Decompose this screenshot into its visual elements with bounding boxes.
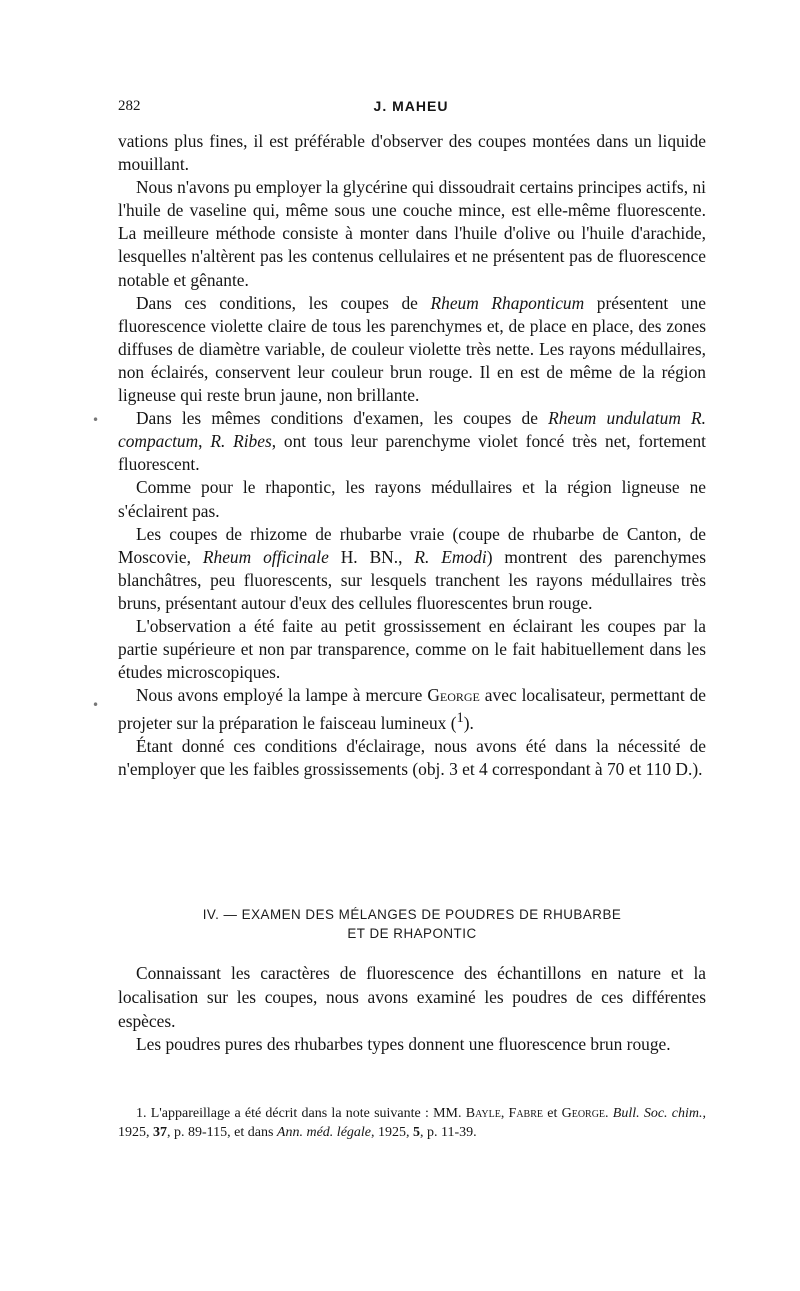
text-span: présentent une fluorescence violette claire de tous les parenchymes et, de place en place, des zones diffuses de diamètre variable, de couleur violette très nette. Les rayons médullaires, non éclairés, conservent leur couleur brun rouge. Il en est de même de la région ligneuse qui reste brun jaune, non brillante.: [118, 292, 706, 406]
text-span: avec localisateur, permettant de projeter sur la préparation le faisceau lumineux (: [118, 685, 706, 734]
volume-number: 37: [153, 1125, 167, 1140]
section-heading-line-2: ET DE RHAPONTIC: [347, 926, 477, 941]
species-name: Rheum officinale: [202, 546, 329, 567]
text-span: , ont tous leur parenchyme violet foncé très net, fortement fluorescent.: [118, 431, 706, 475]
running-head: J. MAHEU: [373, 98, 449, 114]
species-name: Rheum undulatum R. compactum: [118, 408, 706, 452]
margin-speck: •: [92, 698, 100, 712]
text-span: , 1925,: [371, 1125, 414, 1140]
text-span: , p. 11-39.: [420, 1125, 477, 1140]
author-name: Bayle, Fabre: [465, 1106, 544, 1121]
footnote-ref: 1: [456, 710, 464, 727]
paragraph-2: Nous n'avons pu employer la glycérine qui dissoudrait certains principes actifs, ni l'huile de vaseline qui, même sous une couche mince, est elle-même fluorescente. La meilleure méthode consiste à monter dans l'huile d'olive ou l'huile d'arachide, lesquelles n'altèrent pas les contenus cellulaires et ne présentent pas de fluorescence notable et gênante.: [118, 177, 706, 290]
paragraph-7: L'observation a été faite au petit grossissement en éclairant les coupes par la partie supérieure et non par transparence, comme on le fait habituellement dans les études microscopiques.: [118, 615, 706, 683]
text-span: ).: [463, 713, 474, 734]
text-span: ) montrent des parenchymes blanchâtres, peu fluorescents, sur lesquels tranchent les rayons médullaires très bruns, présentant autour d'eux des cellules fluorescentes brun rouge.: [118, 546, 706, 613]
journal-title: Ann. méd. légale: [276, 1125, 372, 1140]
paragraph-6: [118, 523, 706, 615]
species-name: R. Emodi: [414, 546, 487, 567]
margin-speck: •: [92, 413, 100, 427]
text-span: Dans ces conditions, les coupes de: [136, 292, 431, 313]
author-name: George: [561, 1106, 606, 1121]
text-span: Dans les mêmes conditions d'examen, les coupes de: [136, 408, 549, 429]
paragraph-4: [118, 407, 706, 476]
author-name: George: [427, 685, 480, 706]
species-name: Rheum Rhaponticum: [430, 292, 585, 313]
page-header: [118, 98, 704, 124]
paragraph-11: Les poudres pures des rhubarbes types donnent une fluorescence brun rouge.: [136, 1034, 671, 1055]
journal-title: Bull. Soc. chim.: [612, 1106, 703, 1121]
paragraph-3: [118, 292, 706, 407]
page-number: 282: [118, 98, 141, 114]
volume-number: 5: [413, 1125, 421, 1140]
text-span: Les coupes de rhizome de rhubarbe vraie (coupe de rhubarbe de Canton, de Moscovie,: [118, 523, 706, 567]
footnote: [118, 1104, 706, 1142]
text-span: , 1925,: [118, 1106, 707, 1140]
paragraph-1: vations plus fines, il est préférable d'observer des coupes montées dans un liquide mouillant.: [118, 131, 706, 175]
paragraph-5: Comme pour le rhapontic, les rayons médullaires et la région ligneuse ne s'éclairent pas.: [118, 477, 706, 521]
footnote-text: [118, 1104, 706, 1142]
text-span: 1. L'appareillage a été décrit dans la note suivante : MM.: [136, 1106, 466, 1121]
text-span: H. BN.,: [328, 546, 415, 567]
section-heading-line-1: IV. — EXAMEN DES MÉLANGES DE POUDRES DE RHUBARBE: [202, 907, 622, 922]
section-heading: [118, 905, 706, 943]
paragraph-8: [118, 684, 706, 735]
paragraph-10: Connaissant les caractères de fluorescence des échantillons en nature et la localisation sur les coupes, nous avons examiné les poudres de ces différentes espèces.: [118, 963, 706, 1031]
text-span: Nous avons employé la lampe à mercure: [136, 685, 428, 706]
text-span: et: [543, 1106, 562, 1121]
text-span: .: [605, 1106, 613, 1121]
text-span: ,: [198, 431, 211, 452]
body-text: [118, 130, 706, 781]
section-body-text: [118, 962, 706, 1057]
species-name: R. Ribes: [210, 431, 272, 452]
text-span: , p. 89-115, et dans: [167, 1125, 277, 1140]
paragraph-9: Étant donné ces conditions d'éclairage, nous avons été dans la nécessité de n'employer que les faibles grossissements (obj. 3 et 4 correspondant à 70 et 110 D.).: [118, 736, 706, 780]
